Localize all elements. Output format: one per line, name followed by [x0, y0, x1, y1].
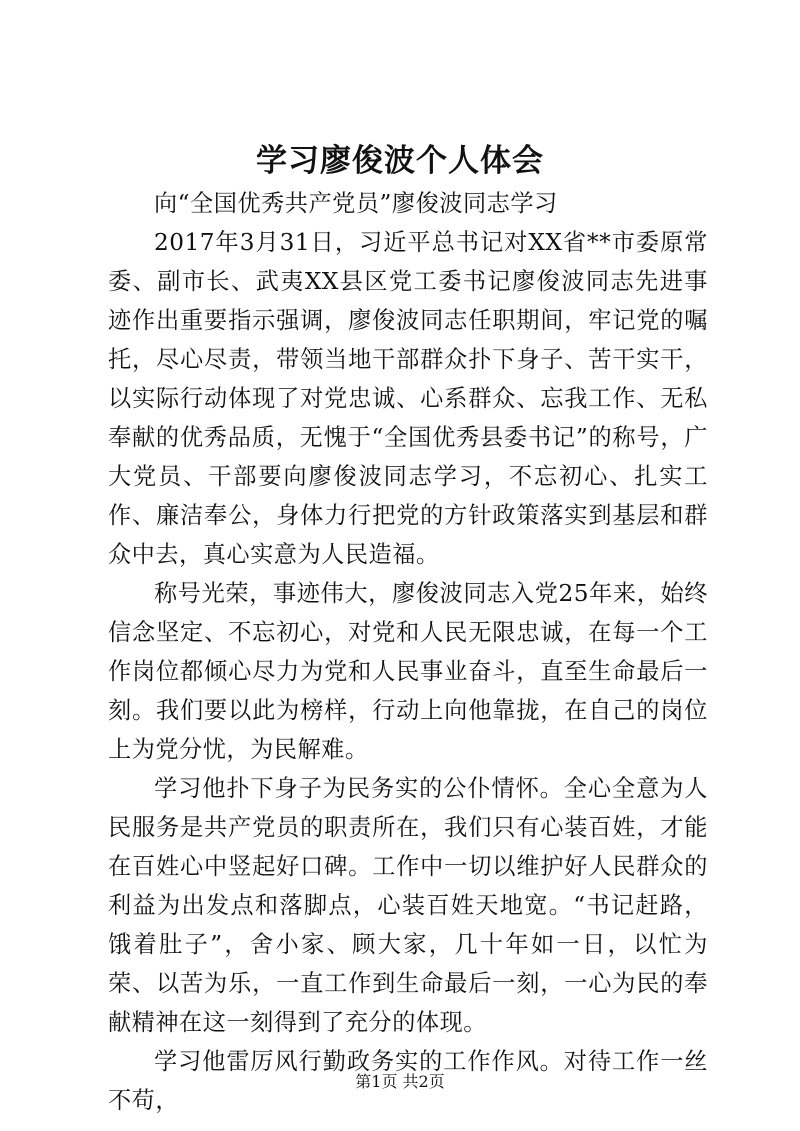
body-paragraph-3: 学习他扑下身子为民务实的公仆情怀。全心全意为人民服务是共产党员的职责所在，我们只有心装百姓，才能在百姓心中竖起好口碑。工作中一切以维护好人民群众的利益为出发点和落脚点，心装百姓天地宽。“书记赶路，饿着肚子”，舍小家、顾大家，几十年如一日，以忙为荣、以苦为乐，一直工作到生命最后一刻，一心为民的奉献精神在这一刻得到了充分的体现。 — [108, 775, 708, 1036]
body-paragraph-1: 2017年3月31日，习近平总书记对XX省**市委原常委、副市长、武夷XX县区党工委书记廖俊波同志先进事迹作出重要指示强调，廖俊波同志任职期间，牢记党的嘱托，尽心尽责，带领当地干部群众扑下身子、苦干实干，以实际行动体现了对党忠诚、心系群众、忘我工作、无私奉献的优秀品质，无愧于“全国优秀县委书记”的称号，广大党员、干部要向廖俊波同志学习，不忘初心、扎实工作、廉洁奉公，身体力行把党的方针政策落实到基层和群众中去，真心实意为人民造福。 — [108, 229, 708, 568]
document-title: 学习廖俊波个人体会 — [256, 143, 544, 179]
subtitle-paragraph: 向“全国优秀共产党员”廖俊波同志学习 — [154, 190, 558, 217]
body-paragraph-4: 学习他雷厉风行勤政务实的工作作风。对待工作一丝不苟， — [108, 1048, 708, 1114]
body-paragraph-2: 称号光荣，事迹伟大，廖俊波同志入党25年来，始终信念坚定、不忘初心，对党和人民无限忠诚，在每一个工作岗位都倾心尽力为党和人民事业奋斗，直至生命最后一刻。我们要以此为榜样，行动上向他靠拢，在自己的岗位上为党分忧，为民解难。 — [108, 580, 708, 763]
document-body — [108, 184, 708, 1120]
page-footer: 第1页 共2页 — [355, 1072, 445, 1091]
